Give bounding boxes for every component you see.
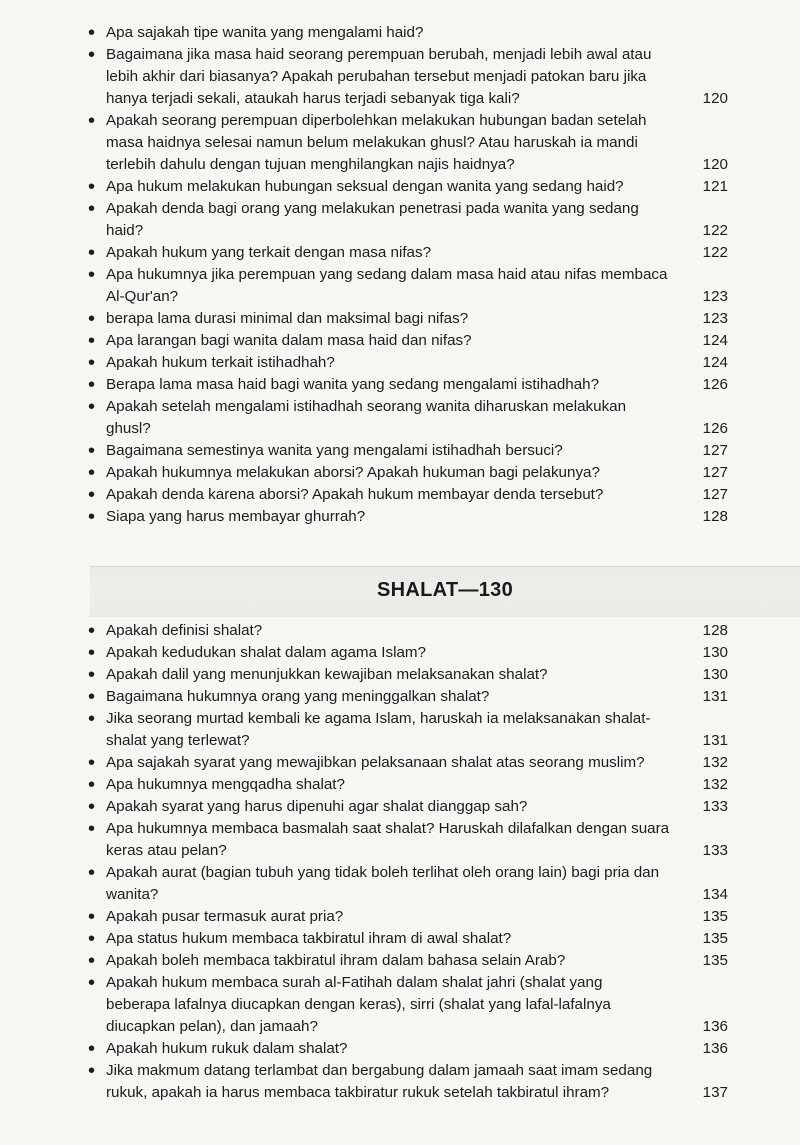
toc-item: • Apakah boleh membaca takbiratul ihram dalam bahasa selain Arab? 135 (88, 950, 728, 972)
toc-item: • Apakah seorang perempuan diperbolehkan melakukan hubungan badan setelah masa haidnya selesai namun belum melakukan ghusl? Atau haruskah ia mandi terlebih dahulu dengan tujuan menghilangkan najis haidnya? 120 (88, 110, 728, 176)
page-number: 132 (702, 776, 728, 793)
toc-item: • Apakah denda karena aborsi? Apakah hukum membayar denda tersebut? 127 (88, 484, 728, 506)
toc-item: • Apa hukumnya jika perempuan yang sedang dalam masa haid atau nifas membaca Al-Qur'an? 123 (88, 264, 728, 308)
page-number: 120 (702, 156, 728, 173)
page-number: 122 (702, 222, 728, 239)
toc-item: • Bagaimana semestinya wanita yang mengalami istihadhah bersuci? 127 (88, 440, 728, 462)
toc-item: • Jika makmum datang terlambat dan bergabung dalam jamaah saat imam sedang rukuk, apakah ia harus membaca takbiratur rukuk setelah takbiratul ihram? 137 (88, 1060, 728, 1104)
page-number: 123 (702, 288, 728, 305)
page-number: 135 (702, 952, 728, 969)
page-number: 124 (702, 354, 728, 371)
page-number: 127 (702, 486, 728, 503)
page-number: 131 (702, 732, 728, 749)
toc-item: • Apa sajakah syarat yang mewajibkan pelaksanaan shalat atas seorang muslim? 132 (88, 752, 728, 774)
toc-list-shalat (88, 620, 728, 1104)
toc-item: • berapa lama durasi minimal dan maksimal bagi nifas? 123 (88, 308, 728, 330)
page-number: 134 (702, 886, 728, 903)
toc-item: • Apa hukumnya membaca basmalah saat shalat? Haruskah dilafalkan dengan suara keras atau pelan? 133 (88, 818, 728, 862)
toc-item: • Berapa lama masa haid bagi wanita yang sedang mengalami istihadhah? 126 (88, 374, 728, 396)
toc-item: • Apakah kedudukan shalat dalam agama Islam? 130 (88, 642, 728, 664)
toc-item: • Apa hukum melakukan hubungan seksual dengan wanita yang sedang haid? 121 (88, 176, 728, 198)
toc-item: • Apa status hukum membaca takbiratul ihram di awal shalat? 135 (88, 928, 728, 950)
page-number: 130 (702, 644, 728, 661)
toc-list-haid (88, 22, 728, 528)
toc-item: • Bagaimana jika masa haid seorang perempuan berubah, menjadi lebih awal atau lebih akhir dari biasanya? Apakah perubahan tersebut menjadi patokan baru jika hanya terjadi sekali, ataukah harus terjadi sebanyak tiga kali? 120 (88, 44, 728, 110)
page-number: 123 (702, 310, 728, 327)
toc-item: • Apakah syarat yang harus dipenuhi agar shalat dianggap sah? 133 (88, 796, 728, 818)
toc-item: • Apakah dalil yang menunjukkan kewajiban melaksanakan shalat? 130 (88, 664, 728, 686)
section-title: SHALAT—130 (377, 579, 513, 601)
page-number: 136 (702, 1018, 728, 1035)
page-number: 128 (702, 508, 728, 525)
page-number: 124 (702, 332, 728, 349)
toc-item: • Jika seorang murtad kembali ke agama Islam, haruskah ia melaksanakan shalat-shalat yang terlewat? 131 (88, 708, 728, 752)
toc-item: • Apakah hukum yang terkait dengan masa nifas? 122 (88, 242, 728, 264)
toc-item: • Apa hukumnya mengqadha shalat? 132 (88, 774, 728, 796)
page-number: 126 (702, 420, 728, 437)
toc-item: • Apakah hukum terkait istihadhah? 124 (88, 352, 728, 374)
page-number: 128 (702, 622, 728, 639)
page-number: 133 (702, 842, 728, 859)
toc-item: • Siapa yang harus membayar ghurrah? 128 (88, 506, 728, 528)
toc-item: • Apakah pusar termasuk aurat pria? 135 (88, 906, 728, 928)
toc-item: • Apakah denda bagi orang yang melakukan penetrasi pada wanita yang sedang haid? 122 (88, 198, 728, 242)
page-number: 121 (702, 178, 728, 195)
toc-item: • Apakah setelah mengalami istihadhah seorang wanita diharuskan melakukan ghusl? 126 (88, 396, 728, 440)
page-number: 127 (702, 464, 728, 481)
page-number: 135 (702, 908, 728, 925)
toc-item: • Bagaimana hukumnya orang yang meninggalkan shalat? 131 (88, 686, 728, 708)
page-number: 132 (702, 754, 728, 771)
page-number: 137 (702, 1084, 728, 1101)
toc-item: • Apakah hukum membaca surah al-Fatihah dalam shalat jahri (shalat yang beberapa lafalnya diucapkan dengan keras), sirri (shalat yang lafal-lafalnya diucapkan pelan), dan jamaah? 136 (88, 972, 728, 1038)
toc-item: • Apakah hukumnya melakukan aborsi? Apakah hukuman bagi pelakunya? 127 (88, 462, 728, 484)
section-header-band (90, 566, 800, 617)
toc-item: • Apakah definisi shalat? 128 (88, 620, 728, 642)
page-number: 120 (702, 90, 728, 107)
page-number: 136 (702, 1040, 728, 1057)
page-number: 127 (702, 442, 728, 459)
toc-item: • Apa sajakah tipe wanita yang mengalami haid? (88, 22, 728, 44)
toc-item: • Apakah hukum rukuk dalam shalat? 136 (88, 1038, 728, 1060)
page-number: 131 (702, 688, 728, 705)
page-number: 122 (702, 244, 728, 261)
page-number: 133 (702, 798, 728, 815)
page-number: 135 (702, 930, 728, 947)
page-number: 130 (702, 666, 728, 683)
toc-item: • Apakah aurat (bagian tubuh yang tidak boleh terlihat oleh orang lain) bagi pria dan wanita? 134 (88, 862, 728, 906)
page-number: 126 (702, 376, 728, 393)
toc-item: • Apa larangan bagi wanita dalam masa haid dan nifas? 124 (88, 330, 728, 352)
